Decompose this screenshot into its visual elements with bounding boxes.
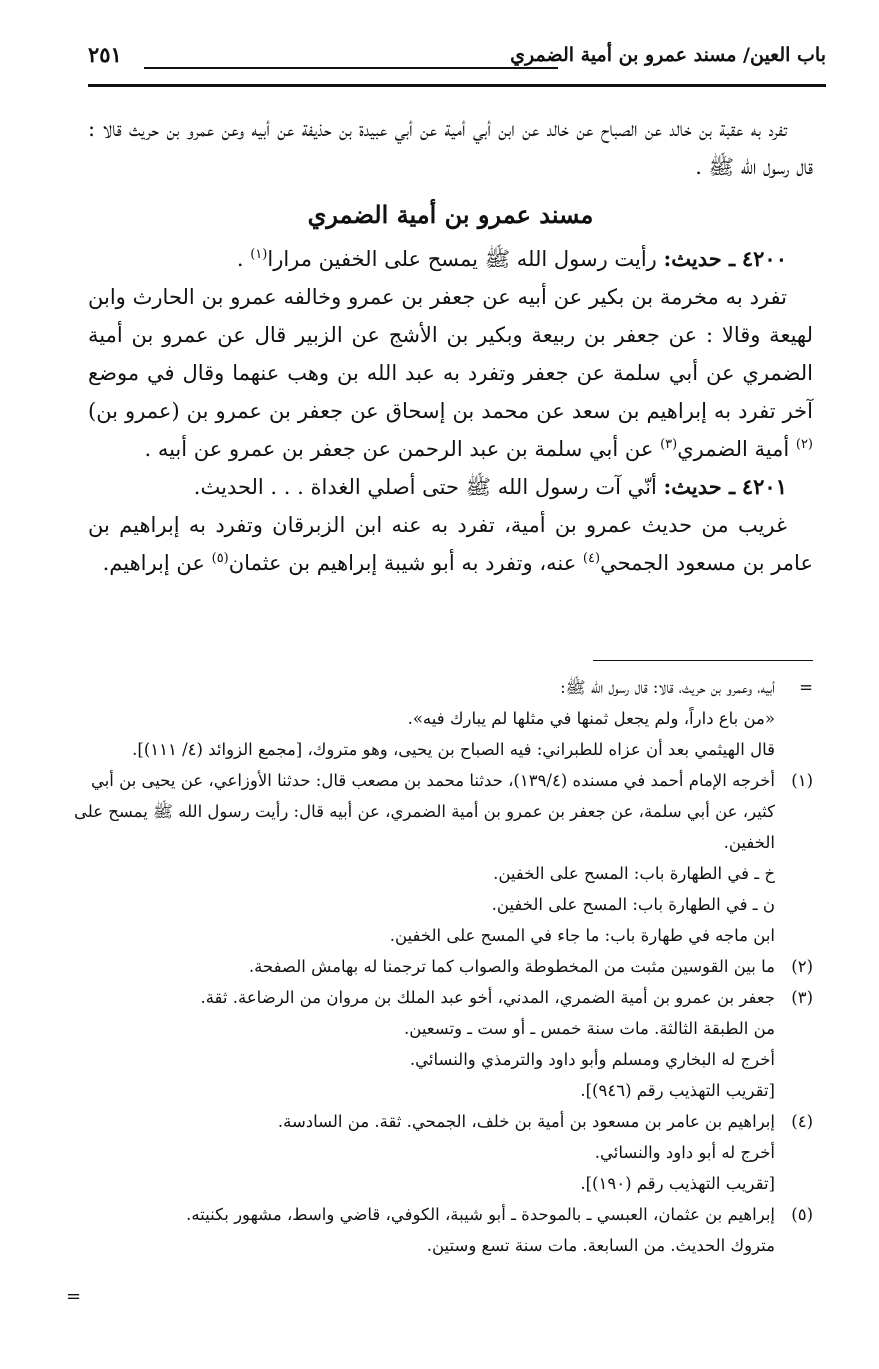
footnote-4 bbox=[63, 1106, 813, 1199]
footnote-5 bbox=[63, 1199, 813, 1261]
hadith-tag: ـ حديث: bbox=[663, 246, 736, 271]
footnote-1 bbox=[63, 765, 813, 951]
footnote-ref: (٢) bbox=[795, 437, 813, 452]
commentary-text: عن أبي سلمة بن عبد الرحمن عن جعفر بن عمرو عن أبيه . bbox=[144, 437, 661, 461]
header-title: باب العين/ مسند عمرو بن أمية الضمري bbox=[510, 44, 826, 66]
footnote-line: أخرج له البخاري ومسلم وأبو داود والترمذي والنسائي. bbox=[409, 1050, 775, 1069]
main-text bbox=[88, 110, 813, 582]
footnote-2 bbox=[63, 951, 813, 982]
footnote-line: متروك الحديث. من السابعة. مات سنة تسع وستين. bbox=[426, 1236, 775, 1255]
footnote-3 bbox=[63, 982, 813, 1106]
footnote-mark: = bbox=[799, 678, 813, 697]
footnote-line: [تقريب التهذيب رقم (١٩٠)]. bbox=[580, 1174, 775, 1193]
hadith-4201 bbox=[88, 468, 813, 506]
commentary-text: أمية الضمري bbox=[677, 437, 796, 461]
intro-paragraph: تفرد به عقبة بن خالد عن الصباح عن خالد عن ابن أبي أمية عن أبي عبيدة بن حذيفة عن أبيه وعن عمرو بن حريث قالا : قال رسول الله ﷺ . bbox=[88, 117, 813, 179]
hadith-4200 bbox=[88, 240, 813, 278]
footnote-separator bbox=[593, 660, 813, 661]
footnote-ref: (٣) bbox=[660, 437, 678, 452]
continuation-mark: = bbox=[66, 1286, 82, 1307]
footnote-line: أبيه، وعمرو بن حريث، قالا: قال رسول الله ﷺ: bbox=[560, 678, 775, 697]
footnote-ref: (٤) bbox=[582, 551, 601, 566]
footnote-mark: (٣) bbox=[791, 988, 813, 1007]
footnote-ref: (٥) bbox=[211, 551, 229, 566]
commentary-4200 bbox=[88, 278, 813, 468]
hadith-text: رأيت رسول الله ﷺ يمسح على الخفين مرارا bbox=[267, 247, 664, 271]
page-number: ٢٥١ bbox=[88, 42, 122, 67]
footnote-mark: (١) bbox=[791, 771, 813, 790]
hadith-number: ٤٢٠٠ bbox=[741, 246, 787, 271]
footnote-line: من الطبقة الثالثة. مات سنة خمس ـ أو ست ـ وتسعين. bbox=[404, 1019, 775, 1038]
hadith-end: . bbox=[236, 247, 251, 271]
footnotes bbox=[63, 672, 813, 1261]
footnote-line: [تقريب التهذيب رقم (٩٤٦)]. bbox=[580, 1081, 775, 1100]
footnote-continued bbox=[63, 672, 813, 765]
footnote-line: إبراهيم بن عامر بن مسعود بن أمية بن خلف، الجمحي. ثقة. من السادسة. bbox=[277, 1112, 775, 1131]
commentary-text: عن إبراهيم. bbox=[102, 551, 212, 575]
footnote-line: ما بين القوسين مثبت من المخطوطة والصواب كما ترجمنا له بهامش الصفحة. bbox=[248, 957, 775, 976]
footnote-line: جعفر بن عمرو بن أمية الضمري، المدني، أخو عبد الملك بن مروان من الرضاعة. ثقة. bbox=[200, 988, 775, 1007]
commentary-text: غريب من حديث عمرو بن أمية، تفرد به عنه ابن الزبرقان وتفرد به إبراهيم بن عامر بن مسعود الجمحي bbox=[88, 513, 813, 575]
hadith-text: أنّي آت رسول الله ﷺ حتى أصلي الغداة . . . الحديث. bbox=[193, 475, 664, 499]
running-header bbox=[88, 38, 826, 86]
header-bottom-rule bbox=[88, 84, 826, 87]
section-title: مسند عمرو بن أمية الضمري bbox=[307, 200, 594, 229]
commentary-text: عنه، وتفرد به أبو شيبة إبراهيم بن عثمان bbox=[228, 551, 583, 575]
footnote-mark: (٥) bbox=[791, 1205, 813, 1224]
footnote-line: أخرج له أبو داود والنسائي. bbox=[594, 1143, 775, 1162]
footnote-line: ابن ماجه في طهارة باب: ما جاء في المسح على الخفين. bbox=[389, 926, 775, 945]
footnote-mark: (٤) bbox=[791, 1112, 813, 1131]
commentary-4201 bbox=[88, 506, 813, 582]
hadith-tag: ـ حديث: bbox=[663, 474, 736, 499]
footnote-ref: (١) bbox=[250, 247, 268, 262]
footnote-line: قال الهيثمي بعد أن عزاه للطبراني: فيه الصباح بن يحيى، وهو متروك، [مجمع الزوائد (٤/ ١١١)]. bbox=[132, 740, 775, 759]
footnote-line: إبراهيم بن عثمان، العبسي ـ بالموحدة ـ أبو شيبة، الكوفي، قاضي واسط، مشهور بكنيته. bbox=[186, 1205, 775, 1224]
commentary-text: تفرد به مخرمة بن بكير عن أبيه عن جعفر بن عمرو وخالفه عمرو بن الحارث وابن لهيعة وقالا : عن جعفر بن ربيعة وبكير بن الأشج عن الزبير قال عن عمرو بن أمية الضمري عن أبي سلمة عن جعفر وتفرد به عبد الله بن وهب عنهما وقال في موضع آخر تفرد به إبراهيم بن سعد عن محمد بن إسحاق عن جعفر بن عمرو بن (عمرو بن) bbox=[88, 285, 813, 423]
footnote-line: أخرجه الإمام أحمد في مسنده (١٣٩/٤)، حدثنا محمد بن مصعب قال: حدثنا الأوزاعي، عن يحيى بن أبي كثير، عن أبي سلمة، عن جعفر بن عمرو بن أمية الضمري، عن أبيه قال: رأيت رسول الله ﷺ يمسح على الخفين. bbox=[74, 771, 775, 852]
footnote-line: ن ـ في الطهارة باب: المسح على الخفين. bbox=[491, 895, 775, 914]
hadith-number: ٤٢٠١ bbox=[741, 474, 787, 499]
header-rule bbox=[144, 67, 558, 69]
footnote-line: «من باع داراً، ولم يجعل ثمنها في مثلها لم يبارك فيه». bbox=[407, 709, 775, 728]
footnote-mark: (٢) bbox=[791, 957, 813, 976]
footnote-line: خ ـ في الطهارة باب: المسح على الخفين. bbox=[493, 864, 775, 883]
